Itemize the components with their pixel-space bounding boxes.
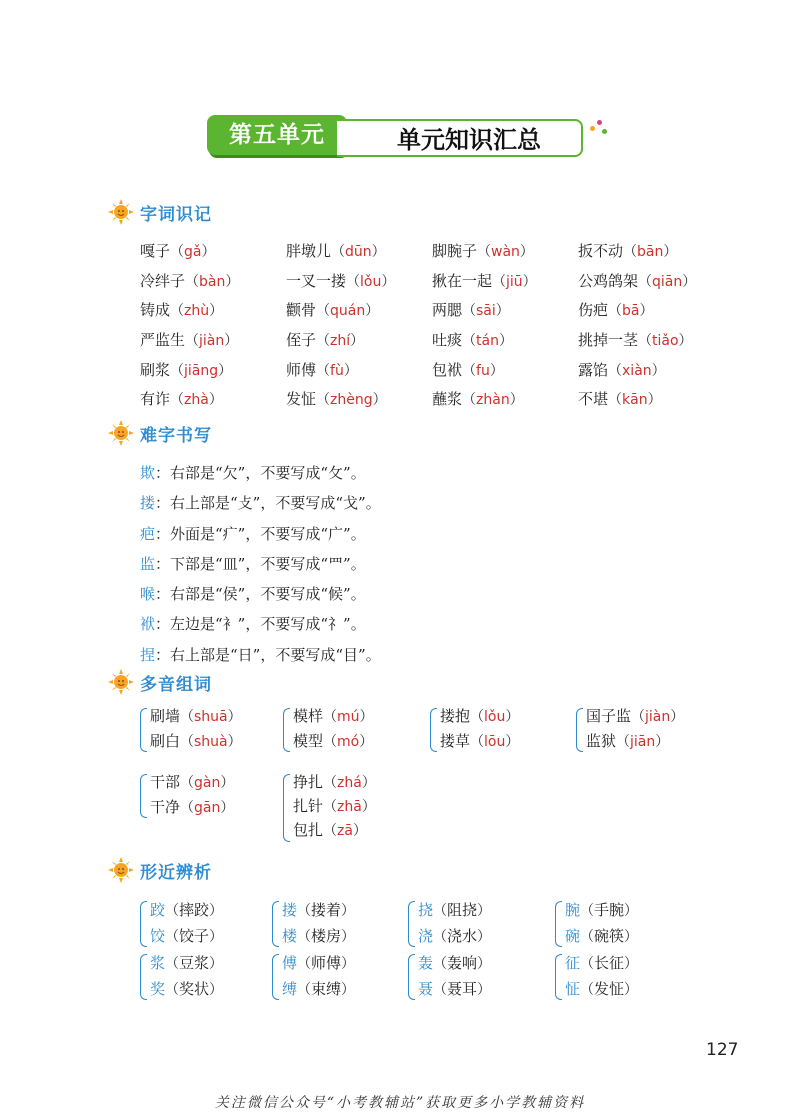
word-entry: 胖墩儿（dūn） xyxy=(286,242,386,261)
hard-char-line: 欺：右部是“欠”，不要写成“攵”。 xyxy=(140,464,366,482)
word-entry: 刷浆（jiāng） xyxy=(140,360,233,379)
sun-icon xyxy=(108,857,134,883)
footer-note: 关注微信公众号“小考教辅站”获取更多小学教辅资料 xyxy=(214,1095,586,1111)
word-entry: 一叉一搂（lǒu） xyxy=(286,271,396,290)
hard-chars-list xyxy=(140,458,381,670)
polyphone-group: 国子监（jiàn） 监狱（jiān） xyxy=(576,704,736,756)
section-words-heading xyxy=(108,199,212,225)
word-entry: 公鸡鸽架（qiān） xyxy=(578,271,697,290)
section-title: 多音组词 xyxy=(140,674,212,695)
similar-group: 轰（轰响） 聂（聂耳） xyxy=(408,950,528,1004)
words-row xyxy=(140,325,740,355)
sun-icon xyxy=(108,669,134,695)
similar-group: 傅（师傅） 缚（束缚） xyxy=(272,950,392,1004)
word-entry: 师傅（fù） xyxy=(286,360,358,379)
words-row xyxy=(140,236,740,266)
word-entry: 颧骨（quán） xyxy=(286,301,380,320)
word-entry: 蘸浆（zhàn） xyxy=(432,390,524,409)
page-title: 单元知识汇总 xyxy=(337,119,583,157)
word-entry: 不堪（kān） xyxy=(578,390,662,409)
polyphone-group: 模样（mú） 模型（mó） xyxy=(283,704,423,756)
word-entry: 两腮（sāi） xyxy=(432,301,510,320)
page-number: 127 xyxy=(706,1040,739,1060)
words-grid xyxy=(140,236,740,414)
unit-banner xyxy=(207,115,585,163)
section-title: 字词识记 xyxy=(140,204,212,225)
word-entry: 伤疤（bā） xyxy=(578,301,654,320)
hard-char-line: 袱：左边是“衤”，不要写成“礻”。 xyxy=(140,615,366,634)
polyphone-group: 搂抱（lǒu） 搂草（lōu） xyxy=(430,704,570,756)
similar-group: 浆（豆浆） 奖（奖状） xyxy=(140,950,260,1004)
polyphone-group: 刷墙（shuā） 刷白（shuà） xyxy=(140,704,280,756)
word-entry: 揪在一起（jiū） xyxy=(432,271,537,290)
word-entry: 吐痰（tán） xyxy=(432,331,513,350)
word-entry: 有诈（zhà） xyxy=(140,390,223,409)
section-hard-heading xyxy=(108,420,212,446)
sun-icon xyxy=(108,420,134,446)
polyphone-group: 干部（gàn） 干净（gān） xyxy=(140,770,280,822)
section-poly-heading xyxy=(108,669,212,695)
word-entry: 露馅（xiàn） xyxy=(578,360,666,379)
hard-char-line: 监：下部是“皿”，不要写成“罒”。 xyxy=(140,554,366,573)
word-entry: 包袱（fu） xyxy=(432,360,504,379)
polyphone-group: 挣扎（zhá） 扎针（zhā） 包扎（zā） xyxy=(283,770,423,846)
words-row xyxy=(140,266,740,296)
words-row xyxy=(140,384,740,414)
section-title: 难字书写 xyxy=(140,425,212,446)
word-entry: 挑掉一茎（tiǎo） xyxy=(578,331,693,350)
section-similar-heading xyxy=(108,857,212,883)
section-title: 形近辨析 xyxy=(140,862,212,883)
word-entry: 发怔（zhèng） xyxy=(286,390,387,409)
hard-char-line: 疤：外面是“疒”，不要写成“广”。 xyxy=(140,524,366,543)
word-entry: 侄子（zhí） xyxy=(286,331,365,350)
hard-char-line: 喉：右部是“侯”，不要写成“候”。 xyxy=(140,585,366,604)
word-entry: 冷绊子（bàn） xyxy=(140,271,240,290)
words-row xyxy=(140,354,740,384)
hard-char-line: 搂：右上部是“攴”，不要写成“戈”。 xyxy=(140,494,381,513)
word-entry: 扳不动（bān） xyxy=(578,242,678,261)
similar-group: 搂（搂着） 楼（楼房） xyxy=(272,897,392,951)
hard-char-line: 捏：右上部是“日”，不要写成“目”。 xyxy=(140,645,381,664)
word-entry: 嘎子（gǎ） xyxy=(140,242,216,261)
similar-group: 征（长征） 怔（发怔） xyxy=(555,950,675,1004)
word-entry: 严监生（jiàn） xyxy=(140,331,239,350)
sun-icon xyxy=(108,199,134,225)
decorative-dots-icon xyxy=(590,120,610,136)
similar-group: 腕（手腕） 碗（碗筷） xyxy=(555,897,675,951)
similar-group: 挠（阻挠） 浇（浇水） xyxy=(408,897,528,951)
similar-group: 跤（摔跤） 饺（饺子） xyxy=(140,897,260,951)
word-entry: 脚腕子（wàn） xyxy=(432,242,534,261)
words-row xyxy=(140,295,740,325)
unit-label: 第五单元 xyxy=(207,115,347,155)
word-entry: 铸成（zhù） xyxy=(140,301,224,320)
